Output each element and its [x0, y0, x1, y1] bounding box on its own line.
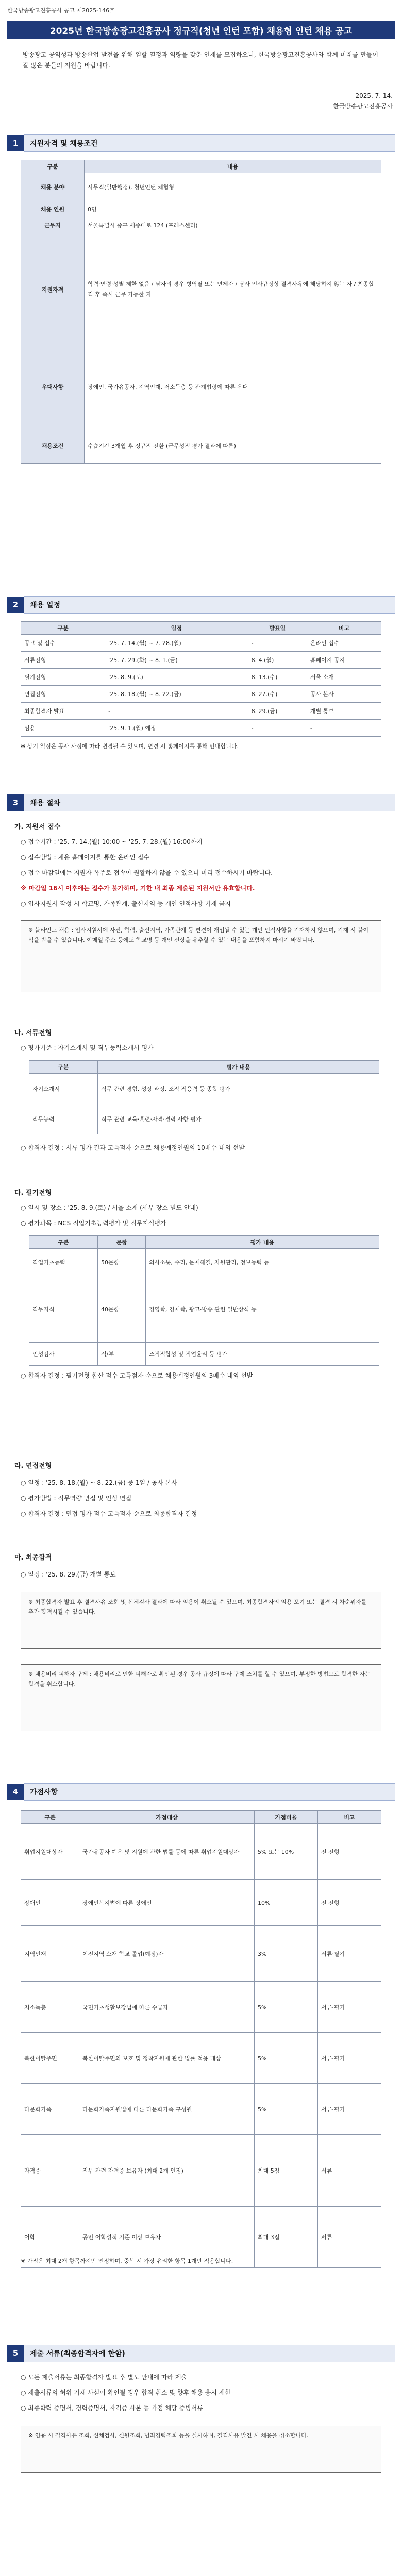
notice-org: 한국방송광고진흥공사 — [333, 103, 393, 110]
table-row — [21, 686, 381, 703]
table-cell: 사무직(일반행정), 청년인턴 체험형 — [85, 173, 381, 201]
table-cell: '25. 7. 14.(월) ~ 7. 28.(월) — [105, 635, 248, 652]
section-5-title: 제출 서류(최종합격자에 한함) — [24, 2345, 395, 2362]
table-row — [21, 2084, 381, 2135]
table-cell: 학력·연령·성별 제한 없음 / 남자의 경우 병역필 또는 면제자 / 당사 인사규정상 결격사유에 해당하지 않는 자 / 최종합격 후 즉시 근무 가능한 자 — [85, 233, 381, 346]
table-cell: 채용 분야 — [21, 173, 85, 201]
table-cell: - — [307, 720, 381, 737]
section-4-header — [7, 1784, 395, 1800]
bonus-note: ※ 가점은 최대 2개 항목까지만 인정하며, 중복 시 가장 유리한 항목 1개만 적용합니다. — [21, 2258, 233, 2264]
notice-date: 2025. 7. 14. — [355, 92, 393, 99]
para-interview-date: ○ 일정 : '25. 8. 18.(월) ~ 8. 22.(금) 중 1일 / 공사 본사 — [21, 1479, 177, 1486]
table-cell: 직무 관련 경험, 성장 과정, 조직 적응력 등 종합 평가 — [98, 1074, 379, 1104]
table-header: 구분 — [29, 1236, 98, 1249]
table-cell: 지역인재 — [21, 1926, 79, 1982]
schedule-note: ※ 상기 일정은 공사 사정에 따라 변경될 수 있으며, 변경 시 홈페이지를 통해 안내합니다. — [21, 743, 239, 750]
table-cell: 경영학, 경제학, 광고·방송 관련 일반상식 등 — [146, 1276, 379, 1343]
table-cell: 5% — [255, 1982, 318, 2033]
section-3-number: 3 — [7, 794, 24, 811]
table-row — [21, 217, 381, 233]
table-header: 구분 — [21, 622, 105, 635]
table-cell: 장애인복지법에 따른 장애인 — [79, 1880, 255, 1926]
table-row — [21, 720, 381, 737]
table-cell: 다문화가족지원법에 따른 다문화가족 구성원 — [79, 2084, 255, 2135]
table-header-row — [21, 160, 381, 173]
table-cell: 8. 4.(월) — [248, 652, 307, 669]
notice-title: 2025년 한국방송광고진흥공사 정규직(청년 인턴 포함) 채용형 인턴 채용 공고 — [7, 21, 395, 39]
table-cell: 홈페이지 공지 — [307, 652, 381, 669]
para-warning: ※ 마감일 16시 이후에는 접수가 불가하며, 기한 내 최종 제출된 지원서만 유효합니다. — [21, 885, 255, 892]
table-cell: - — [248, 720, 307, 737]
table-row — [21, 346, 381, 428]
table-header: 발표일 — [248, 622, 307, 635]
section-1-number: 1 — [7, 135, 24, 151]
document-eval-table — [29, 1060, 379, 1134]
table-header: 문항 — [98, 1236, 146, 1249]
table-cell: 서울 소재 — [307, 669, 381, 686]
table-cell: - — [105, 703, 248, 720]
section-4-title: 가점사항 — [24, 1783, 395, 1801]
table-header: 비고 — [318, 1811, 381, 1824]
intro-text: 방송광고 공익성과 방송산업 발전을 위해 일할 열정과 역량을 갖춘 인재를 모집하오니, 한국방송광고진흥공사와 함께 미래를 만들어 갈 많은 분들의 지원을 바랍니다. — [23, 51, 378, 69]
subheading-application: 가. 지원서 접수 — [14, 823, 61, 831]
table-cell: 장애인 — [21, 1880, 79, 1926]
table-cell: 직업기초능력 — [29, 1249, 98, 1276]
table-cell: 의사소통, 수리, 문제해결, 자원관리, 정보능력 등 — [146, 1249, 379, 1276]
para-written-subject: ○ 평가과목 : NCS 직업기초능력평가 및 직무지식평가 — [21, 1219, 166, 1227]
bonus-table — [21, 1810, 381, 2268]
submit-notice-box: ※ 임용 시 결격사유 조회, 신체검사, 신원조회, 범죄경력조회 등을 실시하며, 결격사유 발견 시 채용을 취소합니다. — [21, 2426, 381, 2473]
para-written-date: ○ 일시 및 장소 : '25. 8. 9.(토) / 서울 소재 (세부 장소 별도 안내) — [21, 1204, 198, 1211]
table-row — [29, 1074, 379, 1104]
table-cell: 북한이탈주민의 보호 및 정착지원에 관한 법률 적용 대상 — [79, 2033, 255, 2084]
table-cell: 채용 인원 — [21, 201, 85, 217]
qualification-table — [21, 160, 381, 464]
remedy-notice-box: ※ 채용비리 피해자 구제 : 채용비리로 인한 피해자로 확인된 경우 공사 규정에 따라 구제 조치를 할 수 있으며, 부정한 방법으로 합격한 자는 합격을 취소합니다. — [21, 1664, 381, 1731]
table-cell: 직무 관련 자격증 보유자 (최대 2개 인정) — [79, 2135, 255, 2207]
table-cell: 조직적합성 및 직업윤리 등 평가 — [146, 1343, 379, 1366]
table-cell: 필기전형 — [21, 669, 105, 686]
table-header-row — [21, 622, 381, 635]
table-cell: 전 전형 — [318, 1880, 381, 1926]
final-notice-box: ※ 최종합격자 발표 후 결격사유 조회 및 신체검사 결과에 따라 임용이 취소될 수 있으며, 최종합격자의 임용 포기 또는 결격 시 차순위자를 추가 합격시킬 수 있습니다. — [21, 1592, 381, 1649]
table-cell: 공고 및 접수 — [21, 635, 105, 652]
table-cell: 10% — [255, 1880, 318, 1926]
notice-date-block — [333, 91, 393, 112]
table-cell: 국가유공자 예우 및 지원에 관한 법률 등에 따른 취업지원대상자 — [79, 1824, 255, 1880]
subheading-final: 마. 최종합격 — [14, 1554, 52, 1562]
table-cell: 서류 — [318, 2207, 381, 2268]
para-doc-pass: ○ 합격자 결정 : 서류 평가 결과 고득점자 순으로 채용예정인원의 10배수 내외 선발 — [21, 1144, 245, 1151]
table-cell: 5% — [255, 2084, 318, 2135]
table-row — [21, 233, 381, 346]
para-interview-pass: ○ 합격자 결정 : 면접 평가 점수 고득점자 순으로 최종합격자 결정 — [21, 1510, 197, 1517]
table-header: 내용 — [85, 160, 381, 173]
table-cell: 직무지식 — [29, 1276, 98, 1343]
subheading-interview: 라. 면접전형 — [14, 1462, 52, 1470]
table-cell: 저소득층 — [21, 1982, 79, 2033]
table-cell: 5% 또는 10% — [255, 1824, 318, 1880]
table-cell: 공인 어학성적 기준 이상 보유자 — [79, 2207, 255, 2268]
table-cell: '25. 8. 9.(토) — [105, 669, 248, 686]
table-cell: 공사 본사 — [307, 686, 381, 703]
table-cell: - — [248, 635, 307, 652]
table-cell: 취업지원대상자 — [21, 1824, 79, 1880]
table-row — [21, 669, 381, 686]
table-header: 구분 — [21, 1811, 79, 1824]
table-cell: 8. 27.(수) — [248, 686, 307, 703]
table-row — [29, 1249, 379, 1276]
table-row — [21, 1824, 381, 1880]
table-cell: 온라인 접수 — [307, 635, 381, 652]
table-cell: '25. 7. 29.(화) ~ 8. 1.(금) — [105, 652, 248, 669]
para-submit-2: ○ 제출서류의 허위 기재 사실이 확인될 경우 합격 취소 및 향후 채용 응시 제한 — [21, 2389, 231, 2396]
table-cell: 자기소개서 — [29, 1074, 98, 1104]
table-row — [29, 1276, 379, 1343]
notice-number: 한국방송광고진흥공사 공고 제2025-146호 — [7, 7, 115, 14]
table-header: 가점대상 — [79, 1811, 255, 1824]
section-2-title: 채용 일정 — [24, 596, 395, 614]
table-row — [21, 635, 381, 652]
blind-notice-box: ※ 블라인드 채용 : 입사지원서에 사진, 학력, 출신지역, 가족관계 등 편견이 개입될 수 있는 개인 인적사항을 기재하지 않으며, 기재 시 불이익을 받을 수 있습니다. 이메일 주소 등에도 학교명 등 개인 신상을 유추할 수 있는 내용을 포함하지 마시기 바랍니다. — [21, 920, 381, 992]
para-method: ○ 접수방법 : 채용 홈페이지를 통한 온라인 접수 — [21, 854, 149, 861]
table-cell: 50문항 — [98, 1249, 146, 1276]
table-cell: 우대사항 — [21, 346, 85, 428]
table-cell: 8. 13.(수) — [248, 669, 307, 686]
section-3-title: 채용 절차 — [24, 794, 395, 811]
table-cell: 근무지 — [21, 217, 85, 233]
table-cell: 최종합격자 발표 — [21, 703, 105, 720]
table-cell: 임용 — [21, 720, 105, 737]
schedule-table — [21, 621, 381, 737]
para-period: ○ 접수기간 : '25. 7. 14.(월) 10:00 ~ '25. 7. 28.(월) 16:00까지 — [21, 838, 203, 845]
table-row — [21, 201, 381, 217]
table-cell: 서류·필기 — [318, 1982, 381, 2033]
table-cell: '25. 9. 1.(월) 예정 — [105, 720, 248, 737]
table-row — [21, 173, 381, 201]
table-header: 비고 — [307, 622, 381, 635]
table-cell: 5% — [255, 2033, 318, 2084]
table-cell: 40문항 — [98, 1276, 146, 1343]
para-blind: ○ 입사지원서 작성 시 학교명, 가족관계, 출신지역 등 개인 인적사항 기재 금지 — [21, 900, 231, 907]
table-cell: 직무능력 — [29, 1104, 98, 1134]
subheading-written: 다. 필기전형 — [14, 1189, 52, 1197]
section-5-number: 5 — [7, 2345, 24, 2362]
para-final-date: ○ 일정 : '25. 8. 29.(금) 개별 통보 — [21, 1571, 116, 1578]
table-header-row — [21, 1811, 381, 1824]
table-row — [29, 1104, 379, 1134]
table-cell: 다문화가족 — [21, 2084, 79, 2135]
para-submit-1: ○ 모든 제출서류는 최종합격자 발표 후 별도 안내에 따라 제출 — [21, 2374, 188, 2381]
table-cell: 서류·필기 — [318, 1926, 381, 1982]
table-cell: 자격증 — [21, 2135, 79, 2207]
table-cell: 이전지역 소재 학교 졸업(예정)자 — [79, 1926, 255, 1982]
table-cell: 국민기초생활보장법에 따른 수급자 — [79, 1982, 255, 2033]
section-2-header — [7, 597, 395, 613]
table-row — [21, 703, 381, 720]
para-caution: ○ 접수 마감일에는 지원자 폭주로 접속이 원활하지 않을 수 있으니 미리 접수하시기 바랍니다. — [21, 869, 273, 876]
table-header: 구분 — [21, 160, 85, 173]
table-cell: 전 전형 — [318, 1824, 381, 1880]
table-cell: 3% — [255, 1926, 318, 1982]
table-cell: 인성검사 — [29, 1343, 98, 1366]
table-row — [29, 1343, 379, 1366]
table-cell: 최대 3점 — [255, 2207, 318, 2268]
section-1-header — [7, 135, 395, 151]
table-cell: 수습기간 3개월 후 정규직 전환 (근무성적 평가 결과에 따름) — [85, 428, 381, 464]
table-header: 일정 — [105, 622, 248, 635]
table-header-row — [29, 1236, 379, 1249]
table-row — [21, 1926, 381, 1982]
table-cell: 어학 — [21, 2207, 79, 2268]
para-interview-method: ○ 평가방법 : 직무역량 면접 및 인성 면접 — [21, 1495, 132, 1502]
section-2-number: 2 — [7, 597, 24, 613]
table-header: 평가 내용 — [98, 1061, 379, 1074]
table-header: 평가 내용 — [146, 1236, 379, 1249]
table-header: 구분 — [29, 1061, 98, 1074]
table-cell: 적/부 — [98, 1343, 146, 1366]
table-cell: 지원자격 — [21, 233, 85, 346]
para-submit-3: ○ 최종학력 증명서, 경력증명서, 자격증 사본 등 가점 해당 증빙서류 — [21, 2404, 203, 2412]
table-cell: 서류전형 — [21, 652, 105, 669]
table-row — [21, 1880, 381, 1926]
table-cell: '25. 8. 18.(월) ~ 8. 22.(금) — [105, 686, 248, 703]
para-written-pass: ○ 합격자 결정 : 필기전형 합산 점수 고득점자 순으로 채용예정인원의 3배수 내외 선발 — [21, 1372, 253, 1379]
table-row — [21, 2033, 381, 2084]
table-cell: 서류·필기 — [318, 2033, 381, 2084]
section-3-header — [7, 794, 395, 811]
section-4-number: 4 — [7, 1784, 24, 1800]
subheading-document: 나. 서류전형 — [14, 1029, 52, 1037]
section-5-header — [7, 2345, 395, 2362]
table-cell: 북한이탈주민 — [21, 2033, 79, 2084]
table-header: 가점비율 — [255, 1811, 318, 1824]
table-cell: 채용조건 — [21, 428, 85, 464]
table-row — [21, 2135, 381, 2207]
table-cell: 서류·필기 — [318, 2084, 381, 2135]
table-row — [21, 428, 381, 464]
table-row — [21, 1982, 381, 2033]
table-cell: 직무 관련 교육·훈련·자격·경력 사항 평가 — [98, 1104, 379, 1134]
table-cell: 8. 29.(금) — [248, 703, 307, 720]
table-row — [21, 652, 381, 669]
table-cell: 장애인, 국가유공자, 지역인재, 저소득층 등 관계법령에 따른 우대 — [85, 346, 381, 428]
table-cell: 서울특별시 중구 세종대로 124 (프레스센터) — [85, 217, 381, 233]
written-exam-table — [29, 1235, 379, 1366]
para-doc-criteria: ○ 평가기준 : 자기소개서 및 직무능력소개서 평가 — [21, 1044, 154, 1052]
table-cell: 0명 — [85, 201, 381, 217]
table-cell: 면접전형 — [21, 686, 105, 703]
table-cell: 개별 통보 — [307, 703, 381, 720]
section-1-title: 지원자격 및 채용조건 — [24, 134, 395, 152]
table-cell: 최대 5점 — [255, 2135, 318, 2207]
table-cell: 서류 — [318, 2135, 381, 2207]
table-header-row — [29, 1061, 379, 1074]
